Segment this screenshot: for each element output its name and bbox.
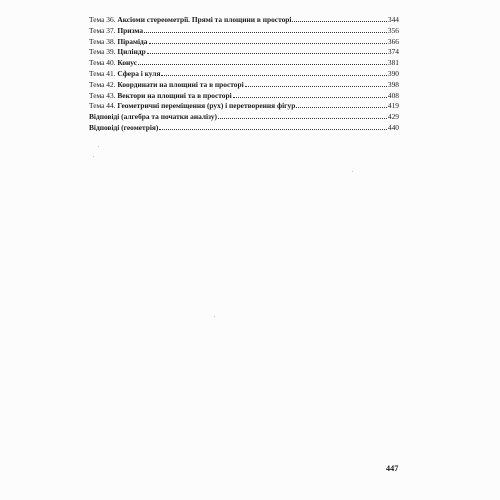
toc-entry-name: Відповіді (алгебра та початки аналізу) xyxy=(89,112,218,122)
toc-entry-title xyxy=(89,101,295,112)
scan-speck xyxy=(214,316,215,317)
scan-speck xyxy=(98,146,99,147)
toc-entry-prefix: Тема 37. xyxy=(89,25,118,35)
toc-entry-prefix: Тема 42. xyxy=(89,79,118,89)
toc-entry-title xyxy=(89,37,148,48)
toc-entry-42 xyxy=(89,80,399,91)
toc-entry-name: Циліндр xyxy=(117,47,146,57)
scan-speck xyxy=(93,156,94,157)
toc-dot-leader xyxy=(296,107,387,108)
toc-entry-answers-algebra xyxy=(89,112,399,123)
toc-entry-name: Вектори на площині та в просторі xyxy=(117,90,232,100)
toc-entry-38 xyxy=(89,37,399,48)
toc-entry-prefix: Тема 41. xyxy=(89,68,118,78)
toc-entry-40 xyxy=(89,58,399,69)
toc-entry-page: 440 xyxy=(387,122,399,132)
toc-entry-page: 429 xyxy=(387,112,399,122)
scan-speck xyxy=(352,171,353,172)
toc-entry-name: Геометричні переміщення (рух) і перетворення фігур xyxy=(117,101,296,111)
toc-entry-title xyxy=(89,80,244,91)
page-number: 447 xyxy=(386,464,399,473)
toc-entry-page: 398 xyxy=(387,79,399,89)
toc-entry-title xyxy=(89,58,137,69)
toc-dot-leader xyxy=(138,64,387,65)
toc-entry-name: Аксіоми стереометрії. Прямі та площини в просторі xyxy=(117,15,292,24)
toc-entry-prefix: Тема 39. xyxy=(89,47,118,57)
toc-dot-leader xyxy=(233,97,387,98)
toc-entry-prefix: Тема 38. xyxy=(89,36,118,46)
toc-entry-title xyxy=(89,91,232,102)
toc-entry-title xyxy=(89,47,146,58)
toc-entry-prefix: Тема 43. xyxy=(89,90,118,100)
toc-entry-title xyxy=(89,112,217,123)
toc-entry-36 xyxy=(89,15,399,26)
toc-dot-leader xyxy=(149,43,387,44)
toc-entry-name: Відповіді (геометрія) xyxy=(89,122,159,132)
toc-entry-page: 366 xyxy=(387,36,399,46)
toc-entry-page: 390 xyxy=(387,68,399,78)
toc-dot-leader xyxy=(218,118,387,119)
toc-entry-name: Сфера і куля xyxy=(117,68,161,78)
toc-entry-name: Конус xyxy=(117,58,138,68)
toc-dot-leader xyxy=(147,53,387,54)
toc-entry-44 xyxy=(89,101,399,112)
toc-dot-leader xyxy=(245,86,387,87)
toc-entry-page: 374 xyxy=(387,47,399,57)
toc-entry-title xyxy=(89,15,291,26)
toc-entry-page: 356 xyxy=(387,25,399,35)
toc-entry-41 xyxy=(89,69,399,80)
toc-entry-name: Координати на площині та в просторі xyxy=(117,79,244,89)
toc-entry-page: 381 xyxy=(387,58,399,68)
toc-entry-page: 344 xyxy=(387,15,399,24)
toc-entry-37 xyxy=(89,26,399,37)
toc-entry-name: Призма xyxy=(117,25,144,35)
table-of-contents xyxy=(89,15,399,134)
toc-entry-title xyxy=(89,123,158,134)
toc-entry-title xyxy=(89,69,160,80)
toc-entry-prefix: Тема 44. xyxy=(89,101,118,111)
toc-dot-leader xyxy=(292,21,386,22)
toc-entry-page: 408 xyxy=(387,90,399,100)
toc-entry-answers-geometry xyxy=(89,123,399,134)
toc-entry-page: 419 xyxy=(387,101,399,111)
toc-entry-title xyxy=(89,26,143,37)
toc-dot-leader xyxy=(159,129,387,130)
toc-entry-39 xyxy=(89,47,399,58)
toc-dot-leader xyxy=(161,75,386,76)
toc-dot-leader xyxy=(144,32,387,33)
toc-entry-prefix: Тема 40. xyxy=(89,58,118,68)
toc-entry-prefix: Тема 36. xyxy=(89,15,118,24)
toc-entry-name: Піраміда xyxy=(117,36,148,46)
toc-entry-43 xyxy=(89,91,399,102)
